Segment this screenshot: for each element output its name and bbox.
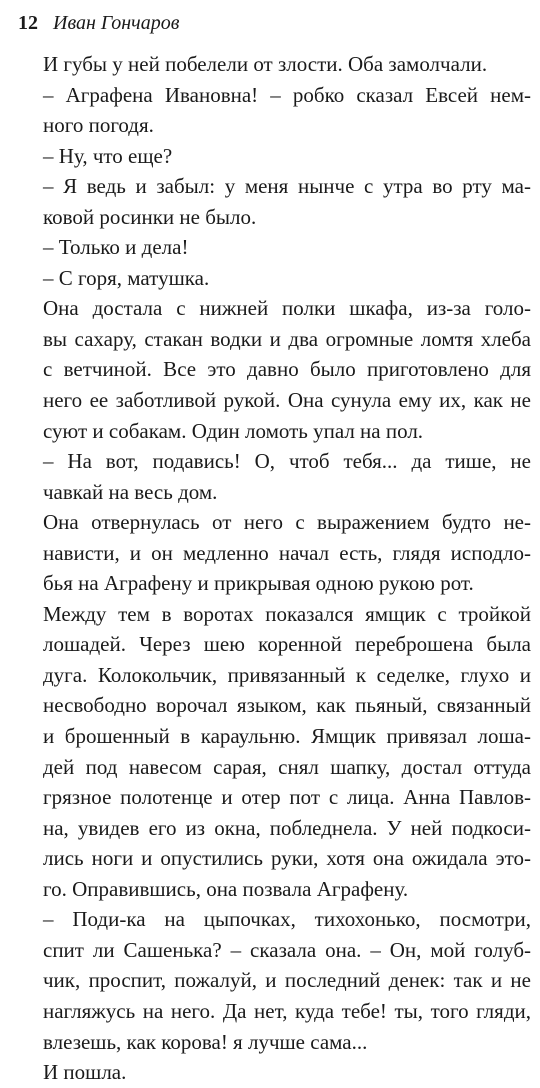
text-line: И пошла.	[43, 1060, 127, 1085]
paragraph	[18, 507, 531, 599]
text-line: лись ноги и опустились руки, хотя она ожидала это-	[43, 846, 531, 871]
text-line: суют и собакам. Один ломоть упал на пол.	[43, 418, 424, 443]
text-line: него ее заботливой рукой. Она сунула ему их, как не	[43, 388, 531, 413]
text-line: – Поди-ка на цыпочках, тихохонько, посмотри,	[43, 907, 531, 932]
paragraph	[18, 904, 531, 1057]
text-line: – Я ведь и забыл: у меня нынче с утра во рту ма-	[43, 174, 531, 199]
text-line: ного погодя.	[43, 113, 154, 138]
text-line: и брошенный в караульню. Ямщик привязал лоша-	[43, 724, 531, 749]
text-line: нависти, и он медленно начал есть, глядя исподло-	[43, 540, 531, 565]
text-line: лошадей. Через шею коренной переброшена была	[43, 632, 531, 657]
text-line: – Только и дела!	[43, 235, 189, 260]
text-line: грязное полотенце и отер пот с лица. Анна Павлов-	[43, 785, 531, 810]
text-line: спит ли Сашенька? – сказала она. – Он, мой голуб-	[43, 937, 531, 962]
paragraph	[18, 141, 531, 172]
text-line: чавкай на весь дом.	[43, 479, 218, 504]
paragraph	[18, 599, 531, 904]
text-line: – Аграфена Ивановна! – робко сказал Евсей нем-	[43, 82, 531, 107]
text-line: дей под навесом сарая, снял шапку, достал оттуда	[43, 754, 531, 779]
text-line: Она достала с нижней полки шкафа, из-за голо-	[43, 296, 531, 321]
text-line: дуга. Колокольчик, привязанный к седелке, глухо и	[43, 662, 531, 687]
text-line: Между тем в воротах показался ямщик с тройкой	[43, 601, 531, 626]
text-line: го. Оправившись, она позвала Аграфену.	[43, 876, 409, 901]
paragraph	[18, 49, 531, 80]
paragraph	[18, 263, 531, 294]
paragraph	[18, 80, 531, 141]
text-line: чик, проспит, пожалуй, и последний денек: так и не	[43, 968, 531, 993]
paragraph	[18, 293, 531, 446]
text-line: – На вот, подавись! О, чтоб тебя... да тише, не	[43, 449, 531, 474]
author-name: Иван Гончаров	[53, 12, 180, 34]
paragraph	[18, 446, 531, 507]
text-line: несвободно ворочал языком, как пьяный, связанный	[43, 693, 531, 718]
text-line: И губы у ней побелели от злости. Оба замолчали.	[43, 52, 488, 76]
page-number: 12	[18, 12, 38, 34]
text-line: бья на Аграфену и прикрывая одною рукою рот.	[43, 571, 474, 596]
text-line: – С горя, матушка.	[43, 265, 210, 290]
text-line: с ветчиной. Все это давно было приготовлено для	[43, 357, 531, 382]
body-text	[18, 49, 531, 1088]
text-line: нагляжусь на него. Да нет, куда тебе! ты, того гляди,	[43, 998, 531, 1023]
paragraph	[18, 232, 531, 263]
text-line: – Ну, что еще?	[43, 143, 173, 168]
text-line: Она отвернулась от него с выражением будто не-	[43, 510, 531, 535]
text-line: на, увидев его из окна, побледнела. У ней подкоси-	[43, 815, 531, 840]
running-head	[18, 10, 179, 36]
text-line: ковой росинки не было.	[43, 204, 257, 229]
text-line: влезешь, как корова! я лучше сама...	[43, 1029, 368, 1054]
paragraph	[18, 1057, 531, 1088]
text-line: вы сахару, стакан водки и два огромные ломтя хлеба	[43, 326, 531, 351]
paragraph	[18, 171, 531, 232]
